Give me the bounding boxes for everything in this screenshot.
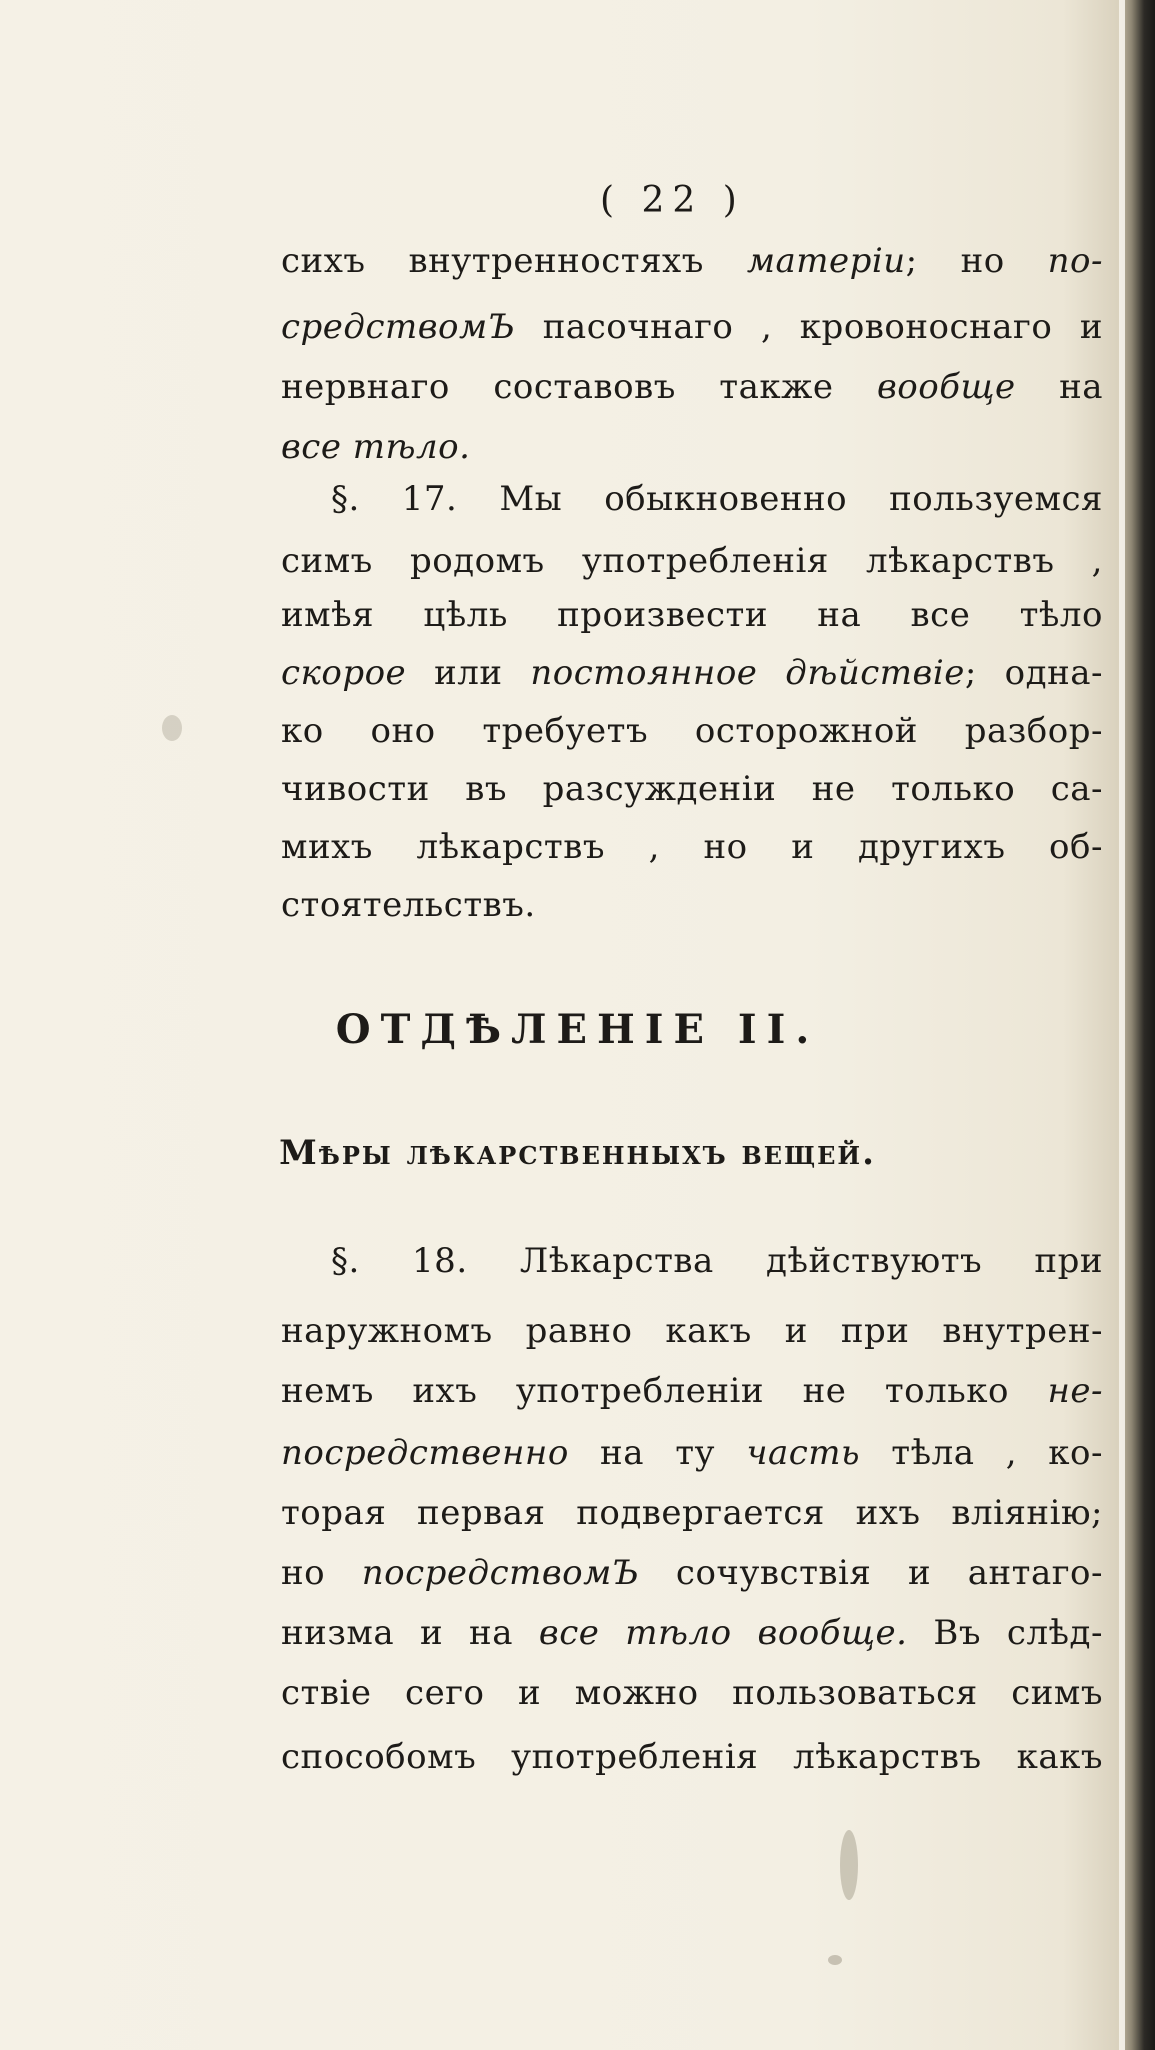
text-line	[281, 1552, 1103, 1594]
text-segment: но	[281, 1553, 362, 1593]
text-segment: нервнаго составовъ также	[281, 367, 877, 407]
italic-text-segment: часть	[746, 1433, 861, 1473]
text-segment: немъ ихъ употребленіи не только	[281, 1371, 1048, 1411]
text-segment: на	[1015, 367, 1103, 407]
italic-text-segment: постоянное дѣйствіе	[530, 653, 965, 693]
text-line	[331, 1240, 1103, 1282]
text-line	[281, 1612, 1103, 1654]
text-line	[281, 652, 1103, 694]
paper-blemish	[828, 1955, 842, 1965]
text-segment: ; одна-	[964, 653, 1103, 693]
text-segment: тѣла , ко-	[860, 1433, 1103, 1473]
text-line	[281, 1672, 1103, 1714]
section-subheading: Мѣры лѣкарственныхъ вещей.	[279, 1133, 876, 1173]
text-segment: михъ лѣкарствъ , но и другихъ об-	[281, 827, 1103, 867]
text-line	[281, 540, 1103, 582]
text-line	[281, 826, 1103, 868]
text-segment: §. 17. Мы обыкновенно пользуемся	[331, 479, 1103, 519]
text-segment: сочувствія и антаго-	[639, 1553, 1103, 1593]
text-line	[281, 768, 1103, 810]
text-line	[281, 1736, 1103, 1778]
text-line	[281, 1492, 1103, 1534]
italic-text-segment: все тѣло.	[281, 427, 471, 467]
italic-text-segment: не-	[1047, 1371, 1103, 1411]
paper-blemish	[840, 1830, 858, 1900]
page-number: ( 22 )	[600, 180, 745, 221]
text-segment: торая первая подвергается ихъ вліянію;	[281, 1493, 1103, 1533]
text-segment: ствіе сего и можно пользоваться симъ	[281, 1673, 1103, 1713]
text-segment: ко оно требуетъ осторожной разбор-	[281, 711, 1103, 751]
text-line	[281, 884, 536, 926]
text-segment: или	[406, 653, 531, 693]
text-segment: имѣя цѣль произвести на все тѣло	[281, 595, 1103, 635]
text-segment: наружномъ равно какъ и при внутрен-	[281, 1311, 1103, 1351]
italic-text-segment: скорое	[281, 653, 407, 693]
italic-text-segment: вообще	[876, 367, 1016, 407]
italic-text-segment: все тѣло вообще.	[538, 1613, 908, 1653]
page-edge	[1119, 0, 1125, 2050]
italic-text-segment: посредственно	[281, 1433, 569, 1473]
text-line	[281, 710, 1103, 752]
italic-text-segment: посредствомЪ	[361, 1553, 640, 1593]
text-segment: сихъ внутренностяхъ	[281, 241, 747, 281]
text-segment: ; но	[905, 241, 1048, 281]
text-segment: симъ родомъ употребленія лѣкарствъ ,	[281, 541, 1103, 581]
text-line	[281, 594, 1103, 636]
text-line	[281, 426, 470, 468]
text-line	[281, 1370, 1103, 1412]
text-line	[331, 478, 1103, 520]
text-line	[281, 366, 1103, 408]
ink-stain	[162, 715, 182, 741]
text-segment: пасочнаго , кровоноснаго и	[515, 307, 1103, 347]
text-segment: чивости въ разсужденіи не только са-	[281, 769, 1103, 809]
text-segment: §. 18. Лѣкарства дѣйствуютъ при	[331, 1241, 1103, 1281]
text-segment: низма и на	[281, 1613, 539, 1653]
italic-text-segment: матеріи	[746, 241, 906, 281]
text-line	[281, 1310, 1103, 1352]
text-segment: стоятельствъ.	[281, 885, 536, 925]
text-segment: способомъ употребленія лѣкарствъ какъ	[281, 1737, 1103, 1777]
text-line	[281, 1432, 1103, 1474]
italic-text-segment: средствомЪ	[281, 307, 516, 347]
text-line	[281, 306, 1103, 348]
section-heading: ОТДѢЛЕНІЕ II.	[335, 1006, 820, 1053]
text-segment: Въ слѣд-	[907, 1613, 1103, 1653]
text-line	[281, 240, 1103, 282]
italic-text-segment: по-	[1047, 241, 1104, 281]
text-segment: на ту	[568, 1433, 747, 1473]
